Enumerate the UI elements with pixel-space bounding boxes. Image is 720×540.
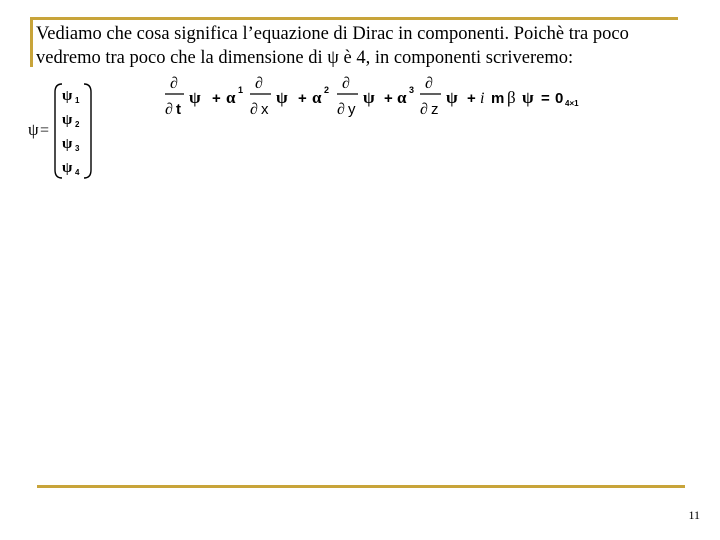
- plus-sign: +: [298, 90, 307, 107]
- component-psi2: [62, 112, 80, 129]
- alpha-symbol: α: [226, 88, 236, 107]
- partial-numerator: ∂: [425, 75, 433, 92]
- plus-sign: +: [384, 90, 393, 107]
- variable-z: z: [431, 101, 439, 118]
- component-symbol: ψ: [62, 160, 73, 176]
- term-mass: [480, 88, 579, 108]
- left-paren: [55, 84, 62, 178]
- dirac-equation: [0, 0, 720, 200]
- alpha-index: 3: [409, 85, 415, 95]
- psi-term: ψ: [522, 88, 534, 107]
- zero-subscript: 4×1: [565, 99, 579, 108]
- component-psi3: [62, 136, 80, 153]
- component-psi1: [62, 88, 80, 105]
- alpha-symbol: α: [312, 88, 322, 107]
- variable-x: x: [261, 101, 269, 118]
- term-dz: [397, 75, 458, 118]
- alpha-index: 2: [324, 85, 330, 95]
- intro-line-2: vedremo tra poco che la dimensione di ψ è 4, in componenti scriveremo:: [36, 48, 574, 68]
- partial-numerator: ∂: [342, 75, 350, 92]
- alpha-symbol: α: [397, 88, 407, 107]
- equals-sign: =: [541, 90, 550, 107]
- beta-symbol: β: [507, 88, 516, 107]
- imaginary-i: i: [480, 90, 485, 107]
- component-psi4: [62, 160, 80, 177]
- psi-equals: =: [40, 122, 50, 139]
- bottom-accent-bar: [37, 485, 685, 488]
- partial-denominator: ∂: [420, 101, 428, 118]
- term-dy: [312, 75, 375, 118]
- partial-denominator: ∂: [165, 101, 173, 118]
- component-index: 4: [75, 168, 80, 177]
- component-index: 1: [75, 96, 80, 105]
- partial-denominator: ∂: [337, 101, 345, 118]
- psi-term: ψ: [276, 88, 288, 107]
- right-paren: [84, 84, 91, 178]
- psi-term: ψ: [446, 88, 458, 107]
- component-index: 3: [75, 144, 80, 153]
- variable-y: y: [348, 101, 356, 118]
- mass-m: m: [491, 90, 505, 107]
- component-index: 2: [75, 120, 80, 129]
- component-symbol: ψ: [62, 112, 73, 128]
- partial-denominator: ∂: [250, 101, 258, 118]
- intro-line-1: Vediamo che cosa significa l’equazione di Dirac in componenti. Poichè tra poco: [36, 24, 629, 44]
- term-dt: [165, 75, 201, 118]
- component-symbol: ψ: [62, 136, 73, 152]
- partial-numerator: ∂: [255, 75, 263, 92]
- alpha-index: 1: [238, 85, 244, 95]
- plus-sign: +: [467, 90, 476, 107]
- term-dx: [226, 75, 288, 118]
- zero-vector: 0: [555, 90, 564, 107]
- psi-symbol: ψ: [28, 120, 39, 139]
- psi-term: ψ: [189, 88, 201, 107]
- page-number: 11: [688, 508, 700, 522]
- component-symbol: ψ: [62, 88, 73, 104]
- variable-t: t: [176, 101, 181, 118]
- plus-sign: +: [212, 90, 221, 107]
- partial-numerator: ∂: [170, 75, 178, 92]
- psi-term: ψ: [363, 88, 375, 107]
